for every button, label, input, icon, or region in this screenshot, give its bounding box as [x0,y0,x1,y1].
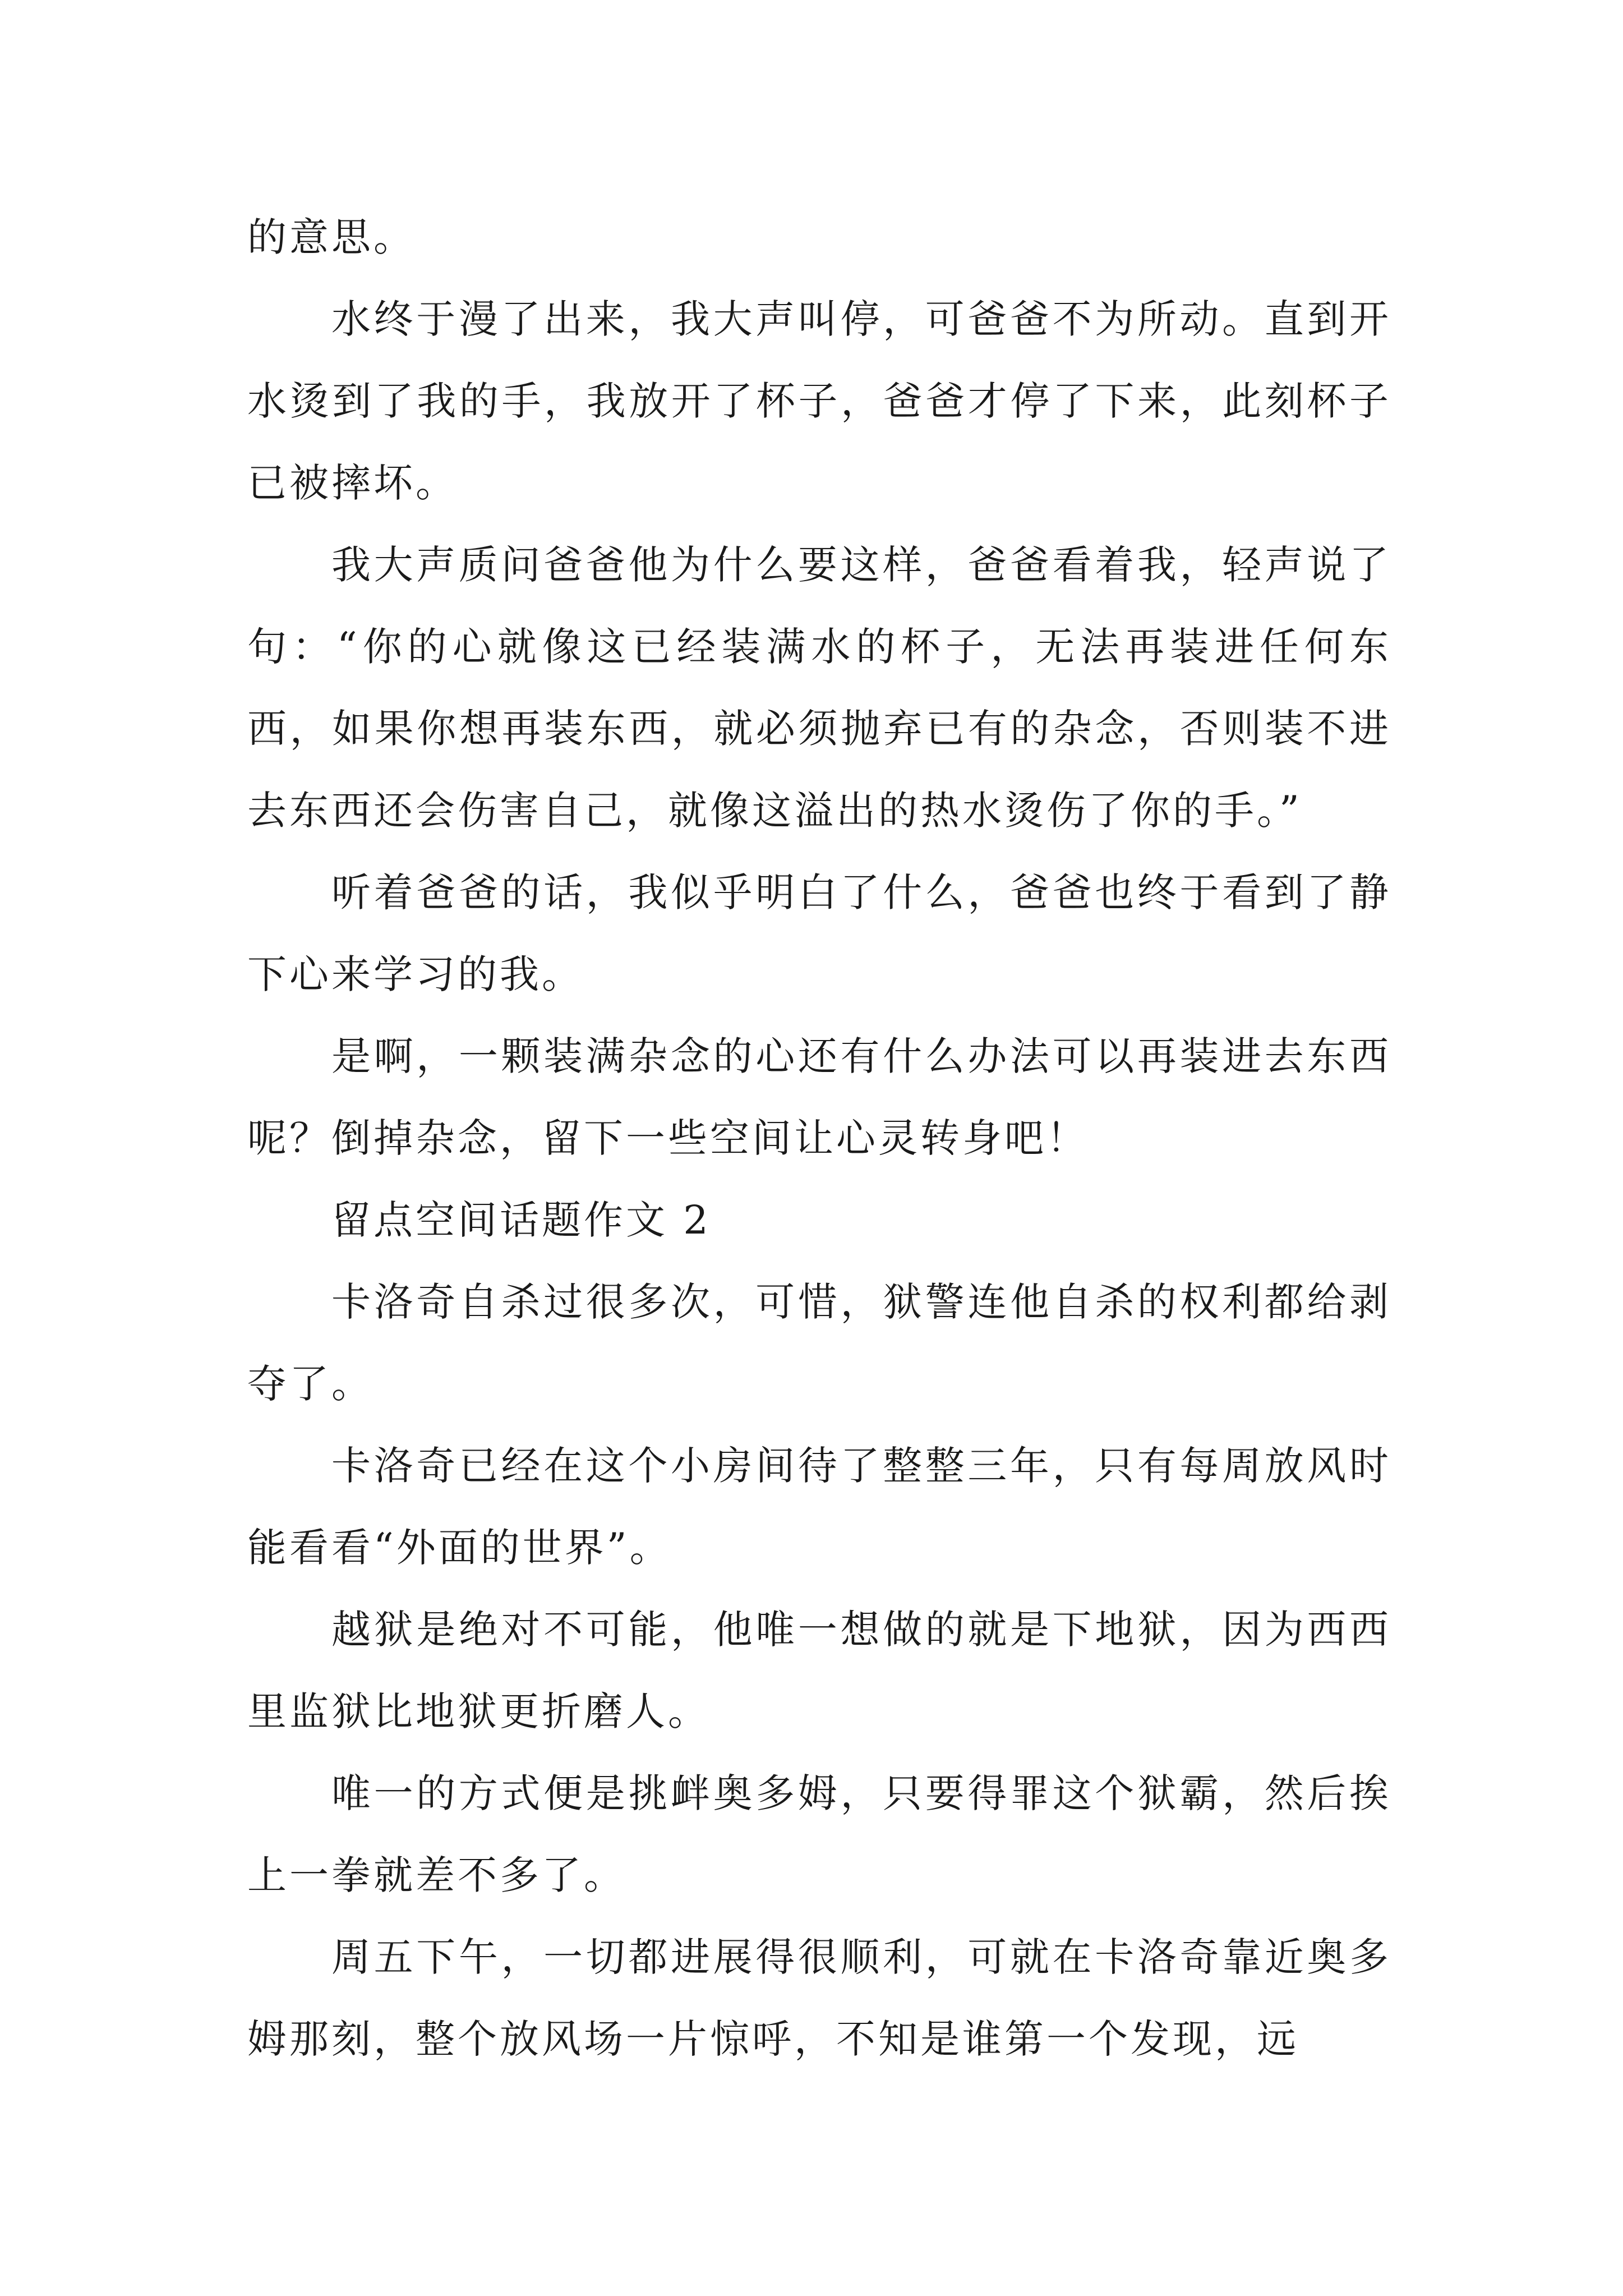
paragraph: 唯一的方式便是挑衅奥多姆，只要得罪这个狱霸，然后挨上一拳就差不多了。 [247,1770,1391,1898]
paragraph-continuation: 的意思。 [247,214,416,260]
paragraph: 卡洛奇已经在这个小房间待了整整三年，只有每周放风时能看看“外面的世界”。 [247,1443,1391,1571]
body-text [247,196,1391,2080]
paragraph: 我大声质问爸爸他为什么要这样，爸爸看着我，轻声说了句：“你的心就像这已经装满水的杯子，无法再装进任何东西，如果你想再装东西，就必须抛弃已有的杂念，否则装不进去东西还会伤害自己，就像这溢出的热水烫伤了你的手。” [247,542,1391,834]
paragraph: 是啊，一颗装满杂念的心还有什么办法可以再装进去东西呢？倒掉杂念，留下一些空间让心灵转身吧！ [247,1033,1391,1161]
paragraph: 越狱是绝对不可能，他唯一想做的就是下地狱，因为西西里监狱比地狱更折磨人。 [247,1607,1391,1734]
paragraph: 听着爸爸的话，我似乎明白了什么，爸爸也终于看到了静下心来学习的我。 [247,869,1391,997]
paragraph: 周五下午，一切都进展得很顺利，可就在卡洛奇靠近奥多姆那刻，整个放风场一片惊呼，不知是谁第一个发现，远 [247,1934,1391,2062]
paragraph: 水终于漫了出来，我大声叫停，可爸爸不为所动。直到开水烫到了我的手，我放开了杯子，爸爸才停了下来，此刻杯子已被摔坏。 [247,296,1391,506]
paragraph: 卡洛奇自杀过很多次，可惜，狱警连他自杀的权利都给剥夺了。 [247,1279,1391,1407]
section-heading: 留点空间话题作文 2 [331,1197,711,1243]
